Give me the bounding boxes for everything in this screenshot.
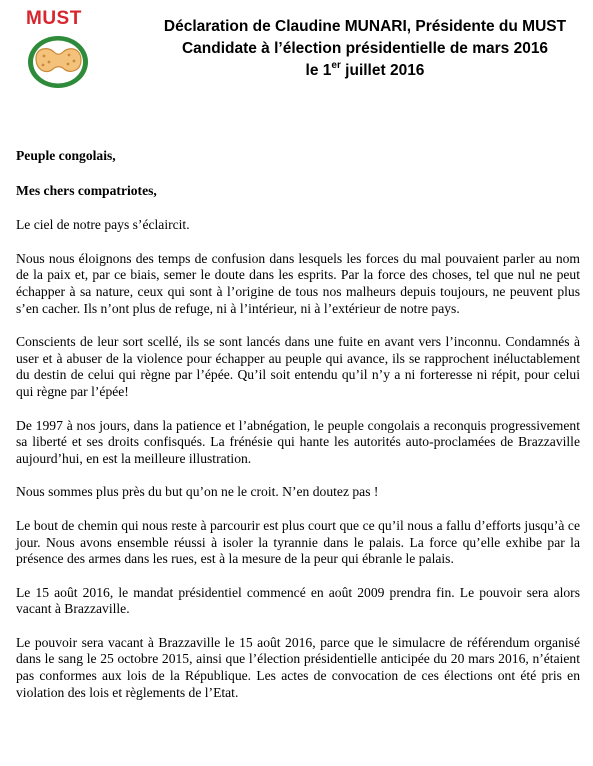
paragraph: Le 15 août 2016, le mandat présidentiel commencé en août 2009 prendra fin. Le pouvoir sera alors vacant à Brazzaville.	[16, 584, 580, 617]
paragraph: Nous nous éloignons des temps de confusion dans lesquels les forces du mal pouvaient parler au nom de la paix et, par ce biais, semer le doute dans les esprits. Par la force des choses, tel que nul ne peut échapper à sa nature, ceux qui sont à l’origine de tous nos malheurs depuis toujours, ne peuvent plus s’en cacher. Ils n’ont plus de refuge, ni à l’intérieur, ni à l’extérieur de notre pays.	[16, 250, 580, 316]
paragraph: Nous sommes plus près du but qu’on ne le croit. N’en doutez pas !	[16, 484, 379, 500]
header-date	[150, 60, 580, 82]
greeting-people: Peuple congolais,	[16, 148, 116, 163]
header-date-prefix: le 1	[305, 62, 332, 79]
paragraph: De 1997 à nos jours, dans la patience et l’abnégation, le peuple congolais a reconquis progressivement sa liberté et ses droits confisqués. La frénésie qui hante les autorités auto-proclamées de Brazzaville aujourd’hui, en est la meilleure illustration.	[16, 417, 580, 466]
header-date-suffix: juillet 2016	[340, 62, 425, 79]
header-subtitle: Candidate à l’élection présidentielle de mars 2016	[181, 40, 549, 57]
document-header	[150, 16, 580, 82]
logo-text: MUST	[26, 8, 82, 29]
paragraph: Le bout de chemin qui nous reste à parcourir est plus court que ce qu’il nous a fallu d’efforts jusqu’à ce jour. Nous avons ensemble réussi à isoler la tyrannie dans le palais. La force qu’elle exhibe par la présence des armes dans les rues, est à la mesure de la peur qui ébranle le palais.	[16, 517, 580, 567]
paragraph: Le pouvoir sera vacant à Brazzaville le 15 août 2016, parce que le simulacre de référendum organisé dans le sang le 25 octobre 2015, ainsi que l’élection présidentielle anticipée du 20 mars 2016, n’étaient pas conformes aux lois de la République. Les actes de convocation de ces élections ont été pris en violation des lois et règlements de l’Etat.	[16, 634, 580, 700]
header-date-superscript: er	[331, 59, 341, 71]
peanut-logo-icon	[26, 34, 90, 90]
greeting-compatriots: Mes chers compatriotes,	[16, 182, 157, 198]
paragraph: Le ciel de notre pays s’éclaircit.	[16, 217, 190, 233]
must-logo	[22, 6, 96, 90]
paragraph: Conscients de leur sort scellé, ils se sont lancés dans une fuite en avant vers l’inconnu. Condamnés à user et à abuser de la violence pour échapper au peuple qui avance, ils se rapprochent inéluctablement du destin de celui qui règne par l’épée. Qu’il soit entendu qu’il n’y a ni forteresse ni répit, pour celui qui règne par l’épée!	[16, 334, 580, 399]
document-body	[16, 148, 580, 718]
header-title: Déclaration de Claudine MUNARI, Présidente du MUST	[163, 18, 567, 35]
